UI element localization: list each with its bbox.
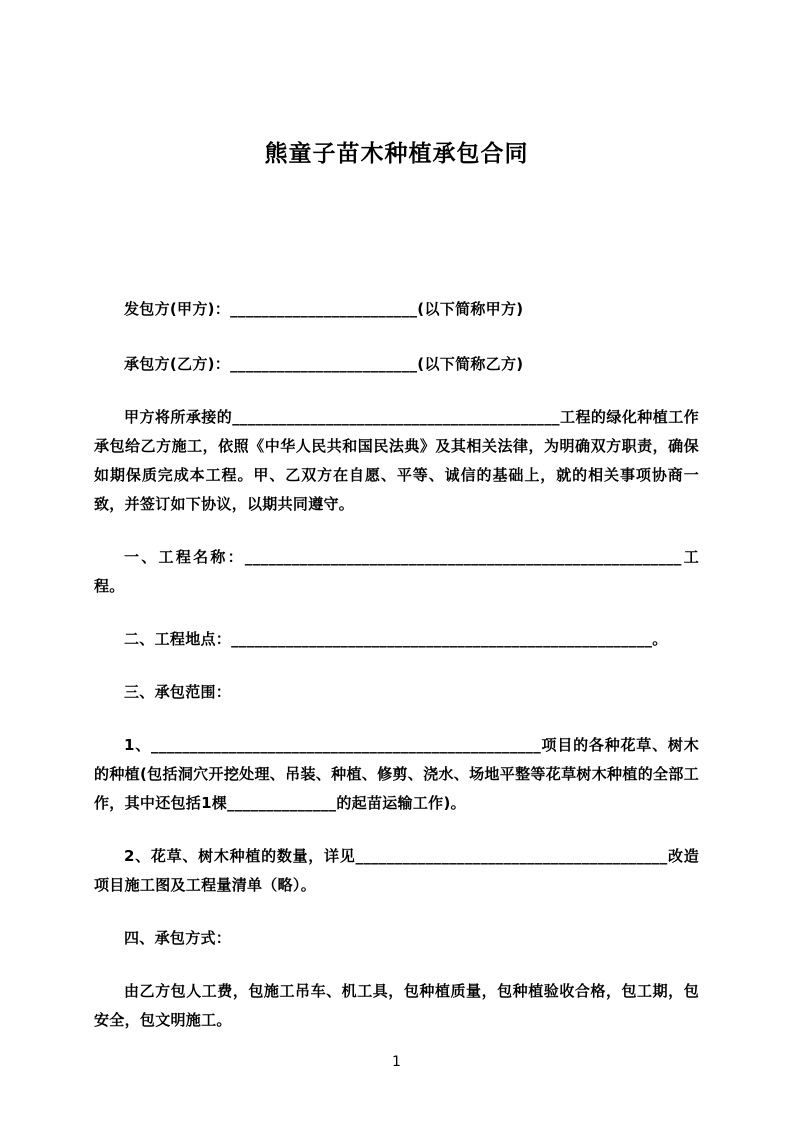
page-number: 1 xyxy=(392,1054,401,1070)
document-title-text: 熊童子苗木种植承包合同 xyxy=(264,141,529,167)
para-party-a: 发包方(甲方)：________________________(以下简称甲方) xyxy=(124,300,524,318)
document-title xyxy=(94,140,699,168)
para-scope-item2: 2、花草、树木种植的数量，详见________________________________________改造项目施工图及工程量清单（略）。 xyxy=(94,847,699,894)
para-intro: 甲方将所承接的__________________________________________工程的绿化种植工作承包给乙方施工，依照《中华人民共和国民法典》及其相关法律，为明确双方职责，确保如期保质完成本工程。甲、乙双方在自愿、平等、诚信的基础上，就的相关事项协商一致，并签订如下协议，以期共同遵守。 xyxy=(94,408,699,513)
para-scope-heading: 三、承包范围： xyxy=(124,683,232,701)
para-project-name: 一、工程名称：________________________________________________________工程。 xyxy=(94,548,699,595)
para-party-b: 承包方(乙方)：________________________(以下简称乙方) xyxy=(124,355,524,373)
para-scope-item1: 1、__________________________________________________项目的各种花草、树木的种植(包括洞穴开挖处理、吊装、种植、修剪、浇水、场地平整等花草树木种植的全部工作，其中还包括1棵______________的起苗运输工作)。 xyxy=(94,736,699,812)
para-project-location: 二、工程地点：______________________________________________________。 xyxy=(124,630,668,648)
para-method-heading: 四、承包方式： xyxy=(124,929,232,947)
para-method-body: 由乙方包人工费，包施工吊车、机工具，包种植质量，包种植验收合格，包工期，包安全，包文明施工。 xyxy=(94,982,699,1029)
